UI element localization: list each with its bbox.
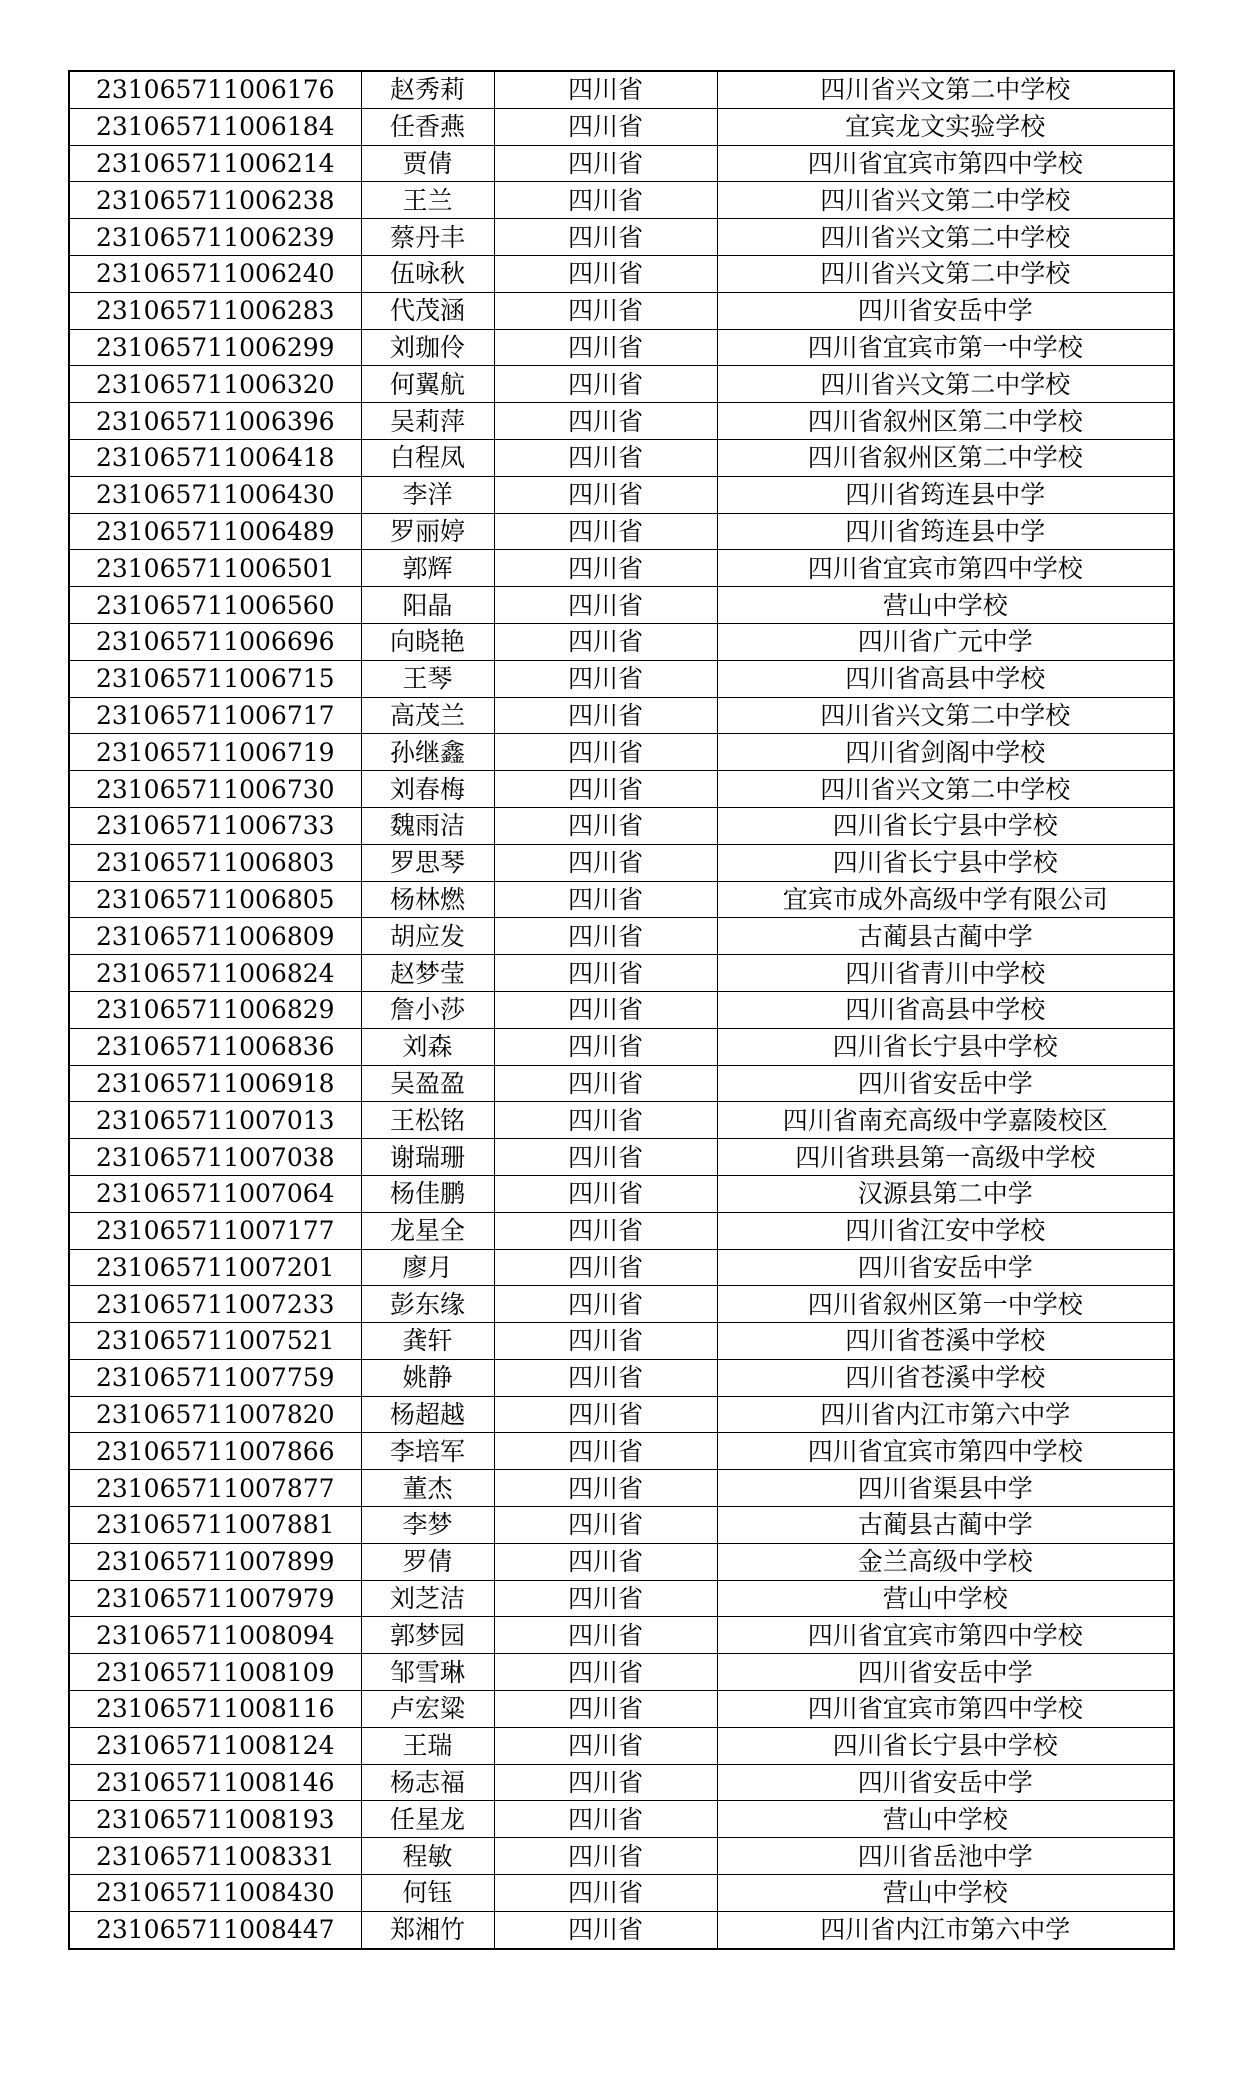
cell-school: 四川省江安中学校 bbox=[717, 1212, 1174, 1249]
cell-exam-id: 231065711008116 bbox=[69, 1691, 361, 1728]
cell-name: 刘珈伶 bbox=[361, 329, 494, 366]
cell-name: 伍咏秋 bbox=[361, 255, 494, 292]
cell-school: 汉源县第二中学 bbox=[717, 1175, 1174, 1212]
table-row bbox=[69, 439, 1174, 476]
cell-school: 金兰高级中学校 bbox=[717, 1543, 1174, 1580]
table-row bbox=[69, 476, 1174, 513]
cell-school: 营山中学校 bbox=[717, 1580, 1174, 1617]
cell-exam-id: 231065711007521 bbox=[69, 1323, 361, 1360]
cell-exam-id: 231065711008146 bbox=[69, 1764, 361, 1801]
cell-name: 胡应发 bbox=[361, 918, 494, 955]
cell-exam-id: 231065711007866 bbox=[69, 1433, 361, 1470]
cell-exam-id: 231065711007064 bbox=[69, 1175, 361, 1212]
cell-school: 四川省长宁县中学校 bbox=[717, 1028, 1174, 1065]
table-row bbox=[69, 1433, 1174, 1470]
cell-school: 四川省筠连县中学 bbox=[717, 476, 1174, 513]
cell-exam-id: 231065711007899 bbox=[69, 1543, 361, 1580]
cell-exam-id: 231065711008331 bbox=[69, 1838, 361, 1875]
table-row bbox=[69, 1065, 1174, 1102]
table-row bbox=[69, 623, 1174, 660]
cell-school: 四川省苍溪中学校 bbox=[717, 1359, 1174, 1396]
cell-school: 四川省宜宾市第四中学校 bbox=[717, 145, 1174, 182]
cell-school: 四川省安岳中学 bbox=[717, 292, 1174, 329]
cell-school: 宜宾龙文实验学校 bbox=[717, 108, 1174, 145]
cell-province: 四川省 bbox=[494, 255, 717, 292]
cell-school: 四川省宜宾市第四中学校 bbox=[717, 1433, 1174, 1470]
cell-province: 四川省 bbox=[494, 1654, 717, 1691]
cell-exam-id: 231065711006176 bbox=[69, 71, 361, 108]
cell-province: 四川省 bbox=[494, 145, 717, 182]
cell-name: 廖月 bbox=[361, 1249, 494, 1286]
cell-province: 四川省 bbox=[494, 476, 717, 513]
cell-school: 四川省长宁县中学校 bbox=[717, 807, 1174, 844]
cell-exam-id: 231065711007877 bbox=[69, 1470, 361, 1507]
cell-province: 四川省 bbox=[494, 182, 717, 219]
cell-school: 四川省内江市第六中学 bbox=[717, 1911, 1174, 1948]
table-row bbox=[69, 1396, 1174, 1433]
cell-exam-id: 231065711006430 bbox=[69, 476, 361, 513]
table-row bbox=[69, 329, 1174, 366]
table-row bbox=[69, 550, 1174, 587]
cell-name: 罗倩 bbox=[361, 1543, 494, 1580]
table-row bbox=[69, 1911, 1174, 1948]
cell-province: 四川省 bbox=[494, 623, 717, 660]
cell-name: 杨佳鹏 bbox=[361, 1175, 494, 1212]
cell-province: 四川省 bbox=[494, 1102, 717, 1139]
cell-exam-id: 231065711006715 bbox=[69, 660, 361, 697]
cell-name: 姚静 bbox=[361, 1359, 494, 1396]
cell-province: 四川省 bbox=[494, 219, 717, 256]
cell-province: 四川省 bbox=[494, 1028, 717, 1065]
table-row bbox=[69, 1286, 1174, 1323]
cell-province: 四川省 bbox=[494, 1691, 717, 1728]
cell-province: 四川省 bbox=[494, 513, 717, 550]
cell-exam-id: 231065711006501 bbox=[69, 550, 361, 587]
cell-name: 孙继鑫 bbox=[361, 734, 494, 771]
cell-exam-id: 231065711006829 bbox=[69, 991, 361, 1028]
cell-province: 四川省 bbox=[494, 366, 717, 403]
cell-exam-id: 231065711006240 bbox=[69, 255, 361, 292]
cell-school: 四川省兴文第二中学校 bbox=[717, 219, 1174, 256]
table-row bbox=[69, 145, 1174, 182]
cell-name: 代茂涵 bbox=[361, 292, 494, 329]
cell-school: 宜宾市成外高级中学有限公司 bbox=[717, 881, 1174, 918]
cell-name: 杨志福 bbox=[361, 1764, 494, 1801]
cell-province: 四川省 bbox=[494, 1359, 717, 1396]
cell-name: 高茂兰 bbox=[361, 697, 494, 734]
table-row bbox=[69, 991, 1174, 1028]
cell-exam-id: 231065711008447 bbox=[69, 1911, 361, 1948]
roster-table bbox=[68, 70, 1175, 1950]
cell-exam-id: 231065711006803 bbox=[69, 844, 361, 881]
table-row bbox=[69, 587, 1174, 624]
cell-province: 四川省 bbox=[494, 1396, 717, 1433]
cell-exam-id: 231065711007038 bbox=[69, 1139, 361, 1176]
cell-province: 四川省 bbox=[494, 108, 717, 145]
table-row bbox=[69, 1617, 1174, 1654]
cell-school: 四川省兴文第二中学校 bbox=[717, 697, 1174, 734]
cell-school: 四川省兴文第二中学校 bbox=[717, 366, 1174, 403]
cell-exam-id: 231065711006418 bbox=[69, 439, 361, 476]
cell-name: 赵秀莉 bbox=[361, 71, 494, 108]
cell-name: 郑湘竹 bbox=[361, 1911, 494, 1948]
cell-name: 李培军 bbox=[361, 1433, 494, 1470]
cell-school: 四川省渠县中学 bbox=[717, 1470, 1174, 1507]
cell-province: 四川省 bbox=[494, 771, 717, 808]
cell-school: 营山中学校 bbox=[717, 587, 1174, 624]
cell-school: 四川省岳池中学 bbox=[717, 1838, 1174, 1875]
cell-school: 四川省剑阁中学校 bbox=[717, 734, 1174, 771]
cell-school: 四川省叙州区第一中学校 bbox=[717, 1286, 1174, 1323]
cell-exam-id: 231065711007881 bbox=[69, 1507, 361, 1544]
cell-school: 四川省宜宾市第四中学校 bbox=[717, 1691, 1174, 1728]
cell-province: 四川省 bbox=[494, 1580, 717, 1617]
table-row bbox=[69, 1764, 1174, 1801]
cell-name: 魏雨洁 bbox=[361, 807, 494, 844]
cell-exam-id: 231065711006283 bbox=[69, 292, 361, 329]
cell-school: 四川省宜宾市第一中学校 bbox=[717, 329, 1174, 366]
cell-name: 任香燕 bbox=[361, 108, 494, 145]
table-row bbox=[69, 219, 1174, 256]
cell-school: 四川省高县中学校 bbox=[717, 991, 1174, 1028]
cell-name: 王松铭 bbox=[361, 1102, 494, 1139]
cell-exam-id: 231065711006320 bbox=[69, 366, 361, 403]
cell-exam-id: 231065711006239 bbox=[69, 219, 361, 256]
cell-school: 四川省筠连县中学 bbox=[717, 513, 1174, 550]
table-row bbox=[69, 697, 1174, 734]
cell-exam-id: 231065711006824 bbox=[69, 955, 361, 992]
cell-province: 四川省 bbox=[494, 1764, 717, 1801]
cell-province: 四川省 bbox=[494, 329, 717, 366]
cell-province: 四川省 bbox=[494, 1911, 717, 1948]
cell-exam-id: 231065711006489 bbox=[69, 513, 361, 550]
cell-province: 四川省 bbox=[494, 1801, 717, 1838]
cell-province: 四川省 bbox=[494, 844, 717, 881]
cell-school: 四川省宜宾市第四中学校 bbox=[717, 550, 1174, 587]
cell-exam-id: 231065711008193 bbox=[69, 1801, 361, 1838]
table-row bbox=[69, 1470, 1174, 1507]
cell-name: 郭梦园 bbox=[361, 1617, 494, 1654]
cell-province: 四川省 bbox=[494, 439, 717, 476]
cell-exam-id: 231065711008094 bbox=[69, 1617, 361, 1654]
table-row bbox=[69, 771, 1174, 808]
cell-name: 詹小莎 bbox=[361, 991, 494, 1028]
cell-province: 四川省 bbox=[494, 1286, 717, 1323]
cell-name: 刘森 bbox=[361, 1028, 494, 1065]
cell-province: 四川省 bbox=[494, 955, 717, 992]
cell-school: 四川省兴文第二中学校 bbox=[717, 182, 1174, 219]
cell-name: 向晓艳 bbox=[361, 623, 494, 660]
cell-name: 郭辉 bbox=[361, 550, 494, 587]
cell-province: 四川省 bbox=[494, 403, 717, 440]
cell-school: 四川省叙州区第二中学校 bbox=[717, 439, 1174, 476]
cell-exam-id: 231065711007177 bbox=[69, 1212, 361, 1249]
cell-province: 四川省 bbox=[494, 1212, 717, 1249]
cell-school: 四川省广元中学 bbox=[717, 623, 1174, 660]
cell-school: 营山中学校 bbox=[717, 1801, 1174, 1838]
cell-province: 四川省 bbox=[494, 991, 717, 1028]
cell-exam-id: 231065711006733 bbox=[69, 807, 361, 844]
cell-province: 四川省 bbox=[494, 1139, 717, 1176]
cell-exam-id: 231065711007979 bbox=[69, 1580, 361, 1617]
cell-exam-id: 231065711006299 bbox=[69, 329, 361, 366]
cell-province: 四川省 bbox=[494, 1875, 717, 1912]
cell-school: 四川省长宁县中学校 bbox=[717, 1727, 1174, 1764]
table-row bbox=[69, 182, 1174, 219]
cell-exam-id: 231065711006238 bbox=[69, 182, 361, 219]
cell-exam-id: 231065711006396 bbox=[69, 403, 361, 440]
cell-name: 董杰 bbox=[361, 1470, 494, 1507]
cell-exam-id: 231065711008124 bbox=[69, 1727, 361, 1764]
cell-school: 四川省苍溪中学校 bbox=[717, 1323, 1174, 1360]
cell-province: 四川省 bbox=[494, 918, 717, 955]
table-row bbox=[69, 1543, 1174, 1580]
cell-name: 阳晶 bbox=[361, 587, 494, 624]
cell-province: 四川省 bbox=[494, 881, 717, 918]
cell-name: 王兰 bbox=[361, 182, 494, 219]
table-row bbox=[69, 807, 1174, 844]
cell-school: 四川省兴文第二中学校 bbox=[717, 71, 1174, 108]
cell-province: 四川省 bbox=[494, 587, 717, 624]
cell-province: 四川省 bbox=[494, 71, 717, 108]
cell-school: 四川省长宁县中学校 bbox=[717, 844, 1174, 881]
cell-exam-id: 231065711007820 bbox=[69, 1396, 361, 1433]
table-row bbox=[69, 1028, 1174, 1065]
table-row bbox=[69, 1212, 1174, 1249]
cell-name: 白程凤 bbox=[361, 439, 494, 476]
cell-name: 卢宏粱 bbox=[361, 1691, 494, 1728]
cell-name: 杨林燃 bbox=[361, 881, 494, 918]
cell-province: 四川省 bbox=[494, 660, 717, 697]
cell-name: 何翼航 bbox=[361, 366, 494, 403]
cell-province: 四川省 bbox=[494, 550, 717, 587]
cell-name: 罗思琴 bbox=[361, 844, 494, 881]
table-row bbox=[69, 1507, 1174, 1544]
table-row bbox=[69, 513, 1174, 550]
table-row bbox=[69, 918, 1174, 955]
cell-school: 古蔺县古蔺中学 bbox=[717, 1507, 1174, 1544]
cell-school: 四川省兴文第二中学校 bbox=[717, 255, 1174, 292]
cell-exam-id: 231065711006214 bbox=[69, 145, 361, 182]
cell-school: 四川省叙州区第二中学校 bbox=[717, 403, 1174, 440]
cell-name: 任星龙 bbox=[361, 1801, 494, 1838]
cell-province: 四川省 bbox=[494, 697, 717, 734]
cell-exam-id: 231065711006719 bbox=[69, 734, 361, 771]
cell-province: 四川省 bbox=[494, 292, 717, 329]
cell-exam-id: 231065711007201 bbox=[69, 1249, 361, 1286]
cell-name: 龙星全 bbox=[361, 1212, 494, 1249]
cell-school: 四川省珙县第一高级中学校 bbox=[717, 1139, 1174, 1176]
cell-province: 四川省 bbox=[494, 734, 717, 771]
table-row bbox=[69, 1801, 1174, 1838]
cell-school: 四川省安岳中学 bbox=[717, 1764, 1174, 1801]
cell-province: 四川省 bbox=[494, 1838, 717, 1875]
cell-province: 四川省 bbox=[494, 1323, 717, 1360]
cell-exam-id: 231065711007759 bbox=[69, 1359, 361, 1396]
cell-name: 刘春梅 bbox=[361, 771, 494, 808]
table-row bbox=[69, 881, 1174, 918]
cell-province: 四川省 bbox=[494, 1175, 717, 1212]
cell-exam-id: 231065711006184 bbox=[69, 108, 361, 145]
table-row bbox=[69, 734, 1174, 771]
cell-school: 四川省宜宾市第四中学校 bbox=[717, 1617, 1174, 1654]
cell-name: 杨超越 bbox=[361, 1396, 494, 1433]
cell-school: 四川省内江市第六中学 bbox=[717, 1396, 1174, 1433]
cell-province: 四川省 bbox=[494, 1470, 717, 1507]
cell-name: 吴盈盈 bbox=[361, 1065, 494, 1102]
cell-province: 四川省 bbox=[494, 1433, 717, 1470]
cell-school: 四川省安岳中学 bbox=[717, 1065, 1174, 1102]
cell-school: 古蔺县古蔺中学 bbox=[717, 918, 1174, 955]
table-row bbox=[69, 108, 1174, 145]
cell-name: 罗丽婷 bbox=[361, 513, 494, 550]
cell-name: 彭东缘 bbox=[361, 1286, 494, 1323]
cell-name: 吴莉萍 bbox=[361, 403, 494, 440]
cell-exam-id: 231065711007233 bbox=[69, 1286, 361, 1323]
cell-exam-id: 231065711006809 bbox=[69, 918, 361, 955]
table-row bbox=[69, 1249, 1174, 1286]
cell-name: 谢瑞珊 bbox=[361, 1139, 494, 1176]
cell-exam-id: 231065711006717 bbox=[69, 697, 361, 734]
cell-school: 四川省安岳中学 bbox=[717, 1249, 1174, 1286]
table-row bbox=[69, 366, 1174, 403]
cell-name: 何钰 bbox=[361, 1875, 494, 1912]
roster-body bbox=[69, 71, 1174, 1949]
table-row bbox=[69, 71, 1174, 108]
cell-province: 四川省 bbox=[494, 1617, 717, 1654]
cell-province: 四川省 bbox=[494, 1249, 717, 1286]
cell-name: 龚轩 bbox=[361, 1323, 494, 1360]
cell-name: 李洋 bbox=[361, 476, 494, 513]
table-row bbox=[69, 1691, 1174, 1728]
cell-school: 四川省南充高级中学嘉陵校区 bbox=[717, 1102, 1174, 1139]
table-row bbox=[69, 660, 1174, 697]
cell-school: 四川省安岳中学 bbox=[717, 1654, 1174, 1691]
table-row bbox=[69, 403, 1174, 440]
cell-name: 刘芝洁 bbox=[361, 1580, 494, 1617]
cell-name: 蔡丹丰 bbox=[361, 219, 494, 256]
cell-name: 赵梦莹 bbox=[361, 955, 494, 992]
cell-name: 王瑞 bbox=[361, 1727, 494, 1764]
cell-exam-id: 231065711006696 bbox=[69, 623, 361, 660]
cell-school: 营山中学校 bbox=[717, 1875, 1174, 1912]
table-row bbox=[69, 1139, 1174, 1176]
table-row bbox=[69, 1359, 1174, 1396]
cell-province: 四川省 bbox=[494, 1065, 717, 1102]
table-row bbox=[69, 955, 1174, 992]
cell-school: 四川省兴文第二中学校 bbox=[717, 771, 1174, 808]
table-row bbox=[69, 844, 1174, 881]
cell-school: 四川省高县中学校 bbox=[717, 660, 1174, 697]
cell-exam-id: 231065711006730 bbox=[69, 771, 361, 808]
cell-province: 四川省 bbox=[494, 1507, 717, 1544]
table-row bbox=[69, 1102, 1174, 1139]
cell-school: 四川省青川中学校 bbox=[717, 955, 1174, 992]
cell-province: 四川省 bbox=[494, 807, 717, 844]
cell-exam-id: 231065711006836 bbox=[69, 1028, 361, 1065]
cell-name: 程敏 bbox=[361, 1838, 494, 1875]
table-row bbox=[69, 1875, 1174, 1912]
table-row bbox=[69, 1323, 1174, 1360]
table-row bbox=[69, 1727, 1174, 1764]
table-row bbox=[69, 1838, 1174, 1875]
table-row bbox=[69, 1654, 1174, 1691]
table-row bbox=[69, 1580, 1174, 1617]
cell-name: 李梦 bbox=[361, 1507, 494, 1544]
cell-exam-id: 231065711006560 bbox=[69, 587, 361, 624]
cell-province: 四川省 bbox=[494, 1543, 717, 1580]
cell-name: 贾倩 bbox=[361, 145, 494, 182]
cell-province: 四川省 bbox=[494, 1727, 717, 1764]
cell-name: 王琴 bbox=[361, 660, 494, 697]
cell-exam-id: 231065711006805 bbox=[69, 881, 361, 918]
cell-exam-id: 231065711006918 bbox=[69, 1065, 361, 1102]
table-row bbox=[69, 292, 1174, 329]
cell-exam-id: 231065711008430 bbox=[69, 1875, 361, 1912]
table-row bbox=[69, 255, 1174, 292]
cell-name: 邹雪琳 bbox=[361, 1654, 494, 1691]
cell-exam-id: 231065711007013 bbox=[69, 1102, 361, 1139]
table-row bbox=[69, 1175, 1174, 1212]
cell-exam-id: 231065711008109 bbox=[69, 1654, 361, 1691]
